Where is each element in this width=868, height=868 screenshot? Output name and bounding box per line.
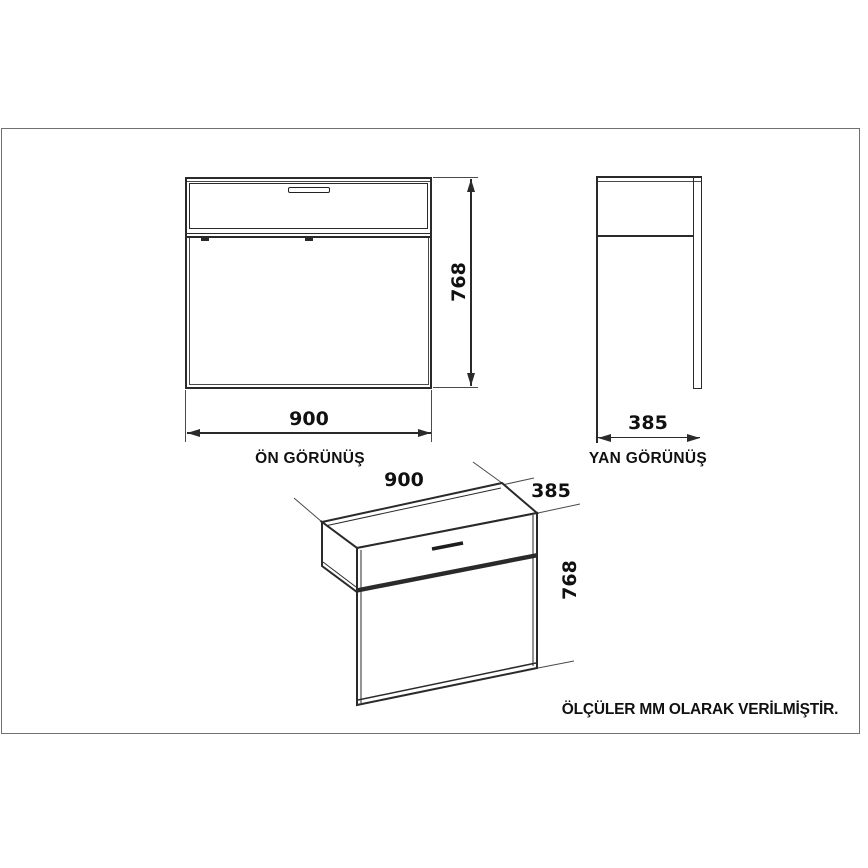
side-view-back-panel-outer [701,176,703,389]
front-view-drawer-handle [288,187,330,193]
side-view-back-panel-cap [693,388,703,390]
side-view-caption: YAN GÖRÜNÜŞ [588,450,708,467]
persp-ext-rear-right [473,462,502,483]
width-dim-arrow-left [187,429,200,437]
depth-dim-arrow-left [598,434,611,442]
side-view-back-panel-inner [693,176,695,389]
width-dim-ext-right [431,390,432,442]
width-dim-arrow-right [418,429,431,437]
height-dim-ext-bottom [433,387,478,388]
depth-dim-line [598,437,700,439]
front-height-dim-label: 768 [448,262,470,302]
persp-front-face [357,513,537,705]
side-depth-dim-label: 385 [628,412,668,434]
height-dim-ext-top [433,177,478,178]
front-width-dim-label: 900 [289,408,329,430]
side-view-top-inner-line [596,181,702,182]
front-view-band-top-line [186,233,431,235]
height-dim-line [470,179,472,386]
front-view-caption: ÖN GÖRÜNÜŞ [255,450,365,467]
front-view-flap-left-inner [189,238,190,385]
height-dim-arrow-top [467,179,475,192]
persp-width-dim-label: 900 [384,469,424,491]
side-view-front-edge [596,176,598,443]
persp-ext-rear-left [294,498,322,522]
persp-ext-right-bottom [538,661,574,668]
front-view-hinge-right [305,238,313,242]
width-dim-line [187,432,431,434]
persp-height-dim-label: 768 [559,560,581,600]
width-dim-ext-left [185,390,186,442]
front-view-hinge-left [201,238,209,242]
side-view-box-bottom-line [596,235,693,237]
front-view-top-inner-line [187,181,430,182]
front-view-flap-bottom-inner [189,384,429,385]
persp-ext-right-top [538,504,580,513]
side-view-top-edge [596,176,702,178]
depth-dim-arrow-right [687,434,700,442]
units-footnote: ÖLÇÜLER MM OLARAK VERİLMİŞTİR. [561,701,839,718]
front-view-flap-right-inner [428,238,429,385]
persp-depth-dim-label: 385 [531,480,571,502]
height-dim-arrow-bottom [467,373,475,386]
